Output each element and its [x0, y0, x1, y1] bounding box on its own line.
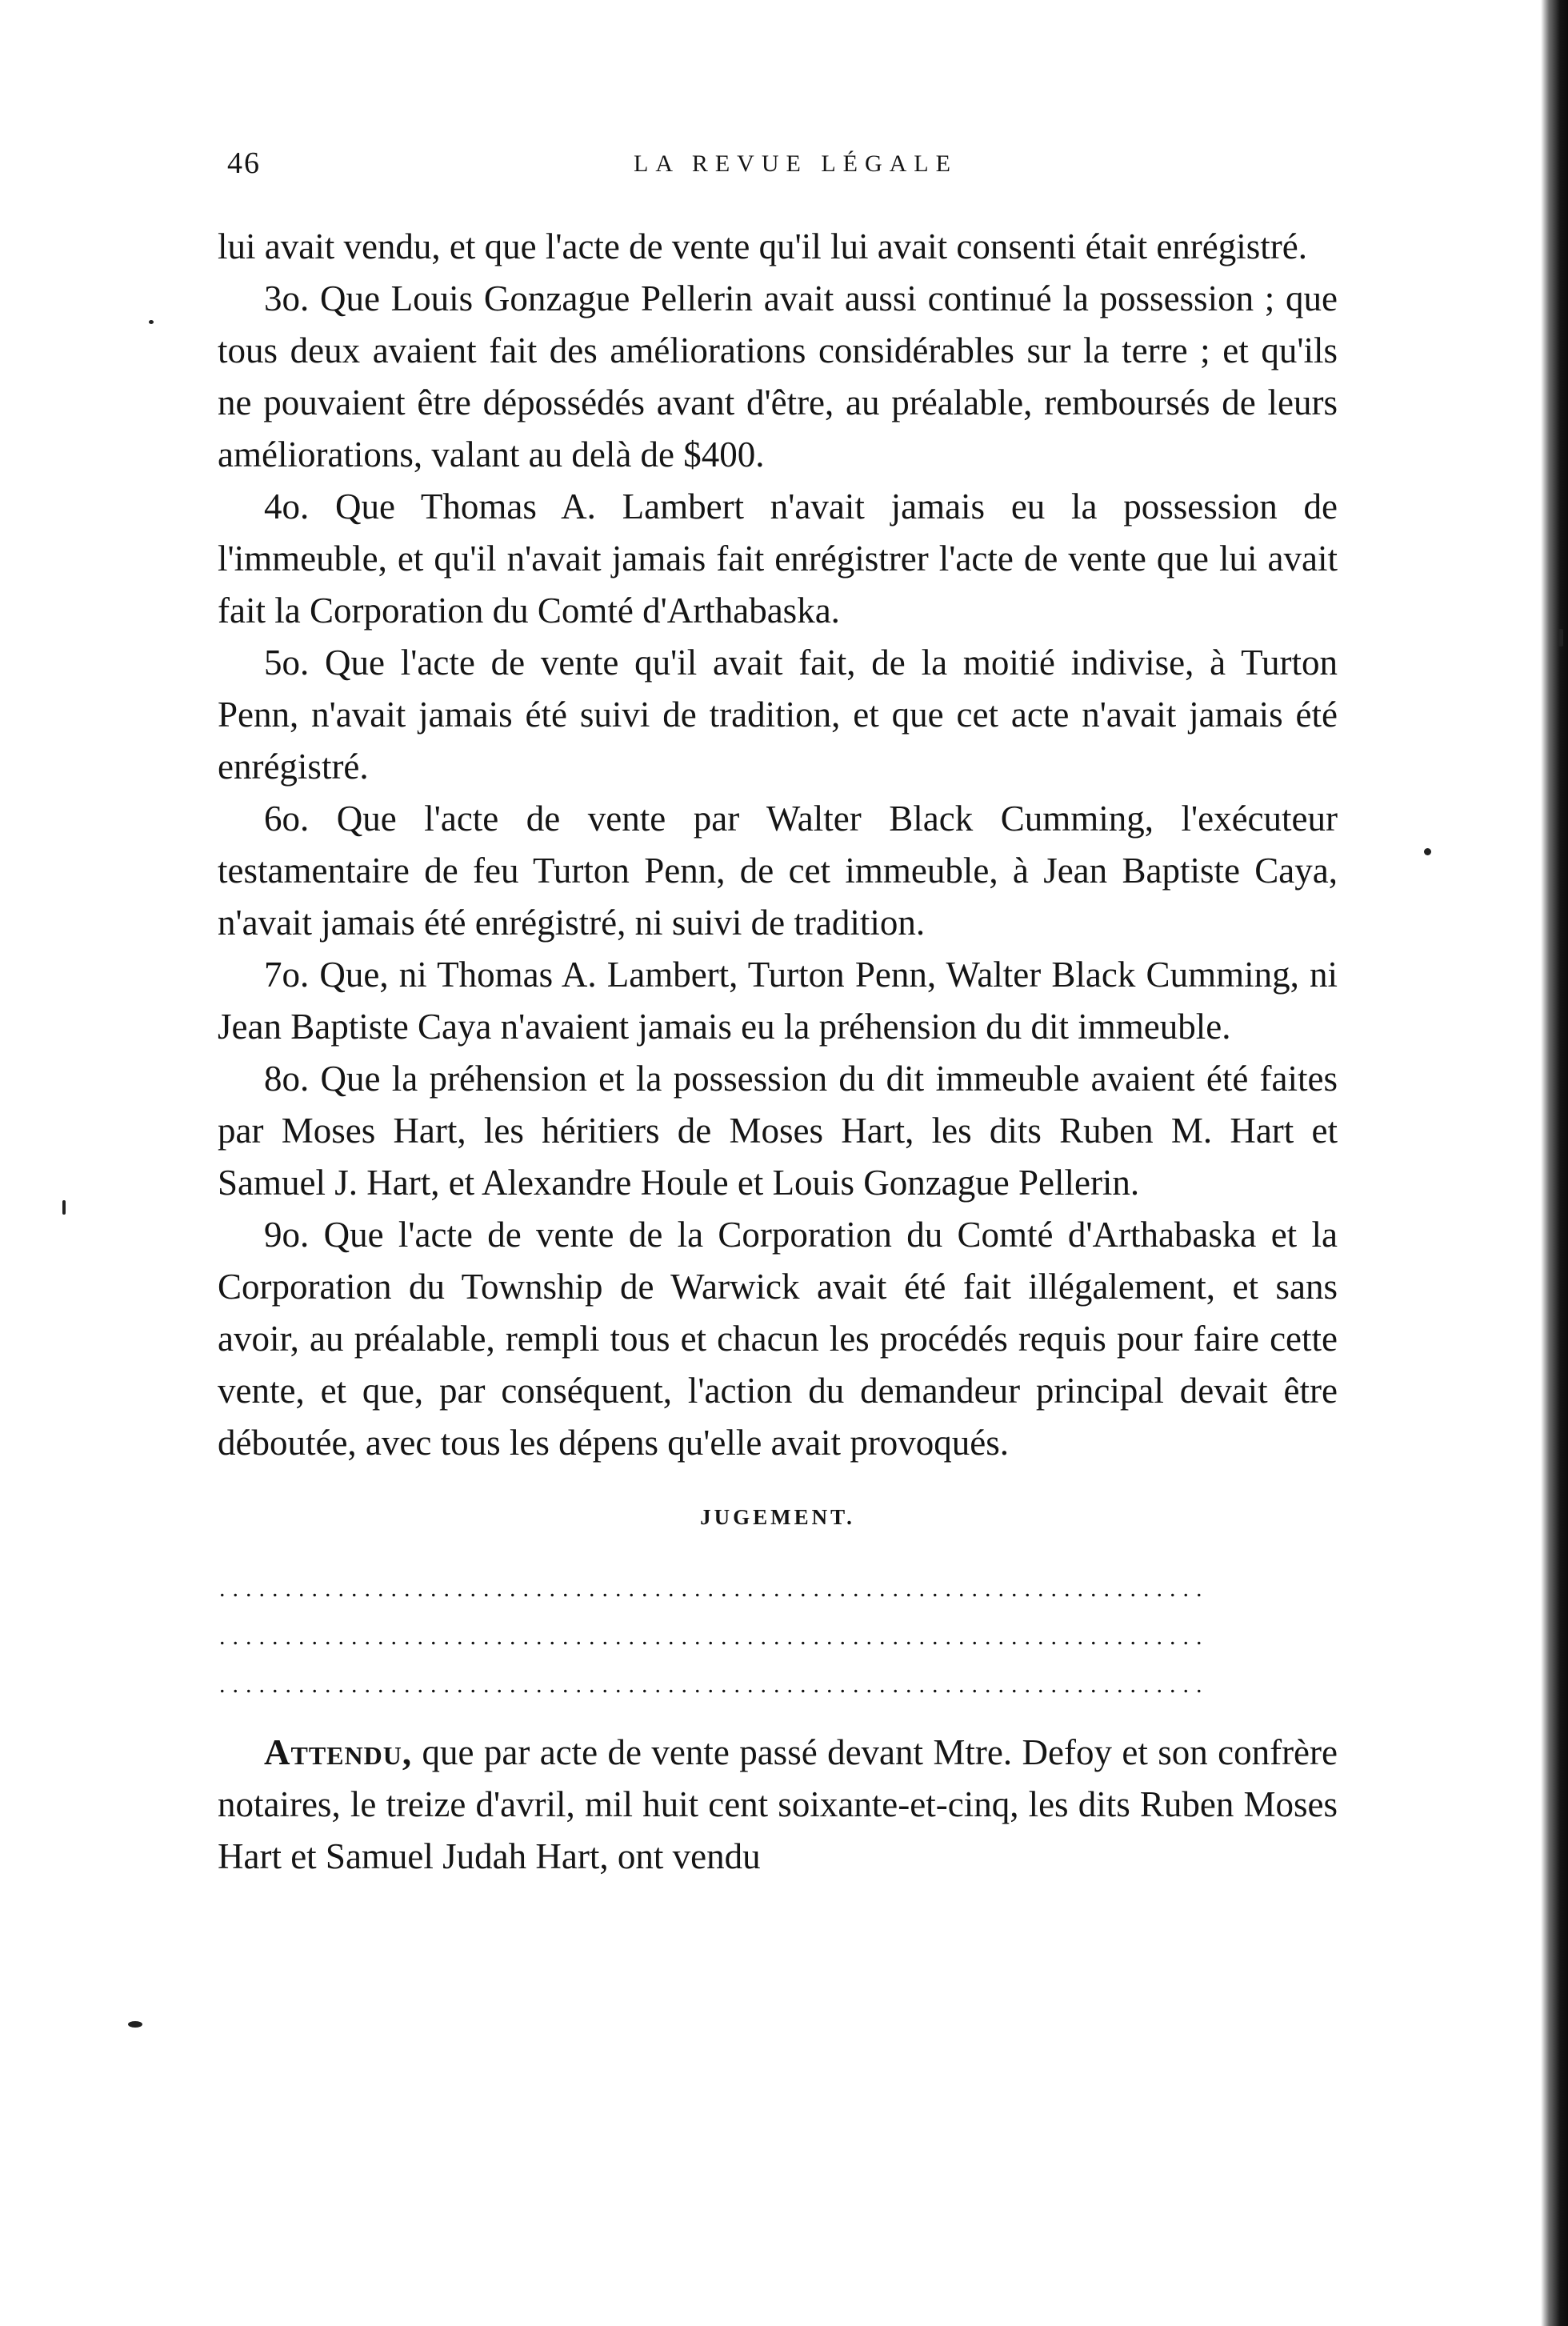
attendu-lead: Attendu, — [264, 1732, 413, 1772]
scan-speck — [128, 2021, 142, 2028]
dotted-line: ........................................................................... — [219, 1623, 1210, 1650]
paragraph-4o: 4o. Que Thomas A. Lambert n'avait jamais eu la possession de l'immeuble, et qu'il n'avait jamais fait enrégistrer l'acte de vente que lui avait fait la Corporation du Comté d'Arthabaska. — [218, 486, 1338, 631]
paragraph-8o: 8o. Que la préhension et la possession du dit immeuble avaient été faites par Moses Hart, les héritiers de Moses Hart, les dits Ruben M. Hart et Samuel J. Hart, et Alexandre Houle et Louis Gonzague Pellerin. — [218, 1059, 1338, 1203]
scan-speck — [1424, 848, 1431, 855]
paragraph-9o: 9o. Que l'acte de vente de la Corporation du Comté d'Arthabaska et la Corporation du Township de Warwick avait été fait illégalement, et sans avoir, au préalable, rempli tous et chacun les procédés requis pour faire cette vente, et que, par conséquent, l'action du demandeur principal devait être déboutée, avec tous les dépens qu'elle avait provoqués. — [218, 1215, 1338, 1463]
running-title: LA REVUE LÉGALE — [634, 150, 958, 177]
section-heading-jugement: JUGEMENT. — [700, 1505, 855, 1529]
page-edge-shadow — [1541, 0, 1568, 2326]
page-header — [218, 146, 1338, 202]
paragraph-6o: 6o. Que l'acte de vente par Walter Black Cumming, l'exécuteur testamentaire de feu Turton Penn, de cet immeuble, à Jean Baptiste Caya, n'avait jamais été enrégistré, ni suivi de tradition. — [218, 799, 1338, 943]
scan-speck — [149, 320, 154, 324]
page-number: 46 — [227, 146, 261, 180]
attendu-text: que par acte de vente passé devant Mtre. Defoy et son confrère notaires, le treize d'avril, mil huit cent soixante-et-cinq, les dits Ruben Moses Hart et Samuel Judah Hart, ont vendu — [218, 1732, 1338, 1876]
paragraph-3o: 3o. Que Louis Gonzague Pellerin avait aussi continué la possession ; que tous deux avaient fait des améliorations considérables sur la terre ; et qu'ils ne pouvaient être dépossédés avant d'être, au préalable, remboursés de leurs améliorations, valant au delà de $400. — [218, 278, 1338, 474]
paragraph-attendu — [218, 1727, 1338, 1883]
paragraph-continued: lui avait vendu, et que l'acte de vente qu'il lui avait consenti était enrégistré. — [218, 226, 1307, 266]
scan-speck — [62, 1200, 66, 1215]
dotted-line: ........................................................................... — [219, 1671, 1210, 1698]
paragraph-5o: 5o. Que l'acte de vente qu'il avait fait, de la moitié indivise, à Turton Penn, n'avait jamais été suivi de tradition, et que cet acte n'avait jamais été enrégistré. — [218, 643, 1338, 787]
page-body — [218, 221, 1338, 1883]
dotted-line: ........................................................................... — [219, 1575, 1210, 1602]
scan-speck — [1558, 629, 1563, 647]
paragraph-7o: 7o. Que, ni Thomas A. Lambert, Turton Penn, Walter Black Cumming, ni Jean Baptiste Caya n'avaient jamais eu la préhension du dit immeuble. — [218, 955, 1338, 1047]
